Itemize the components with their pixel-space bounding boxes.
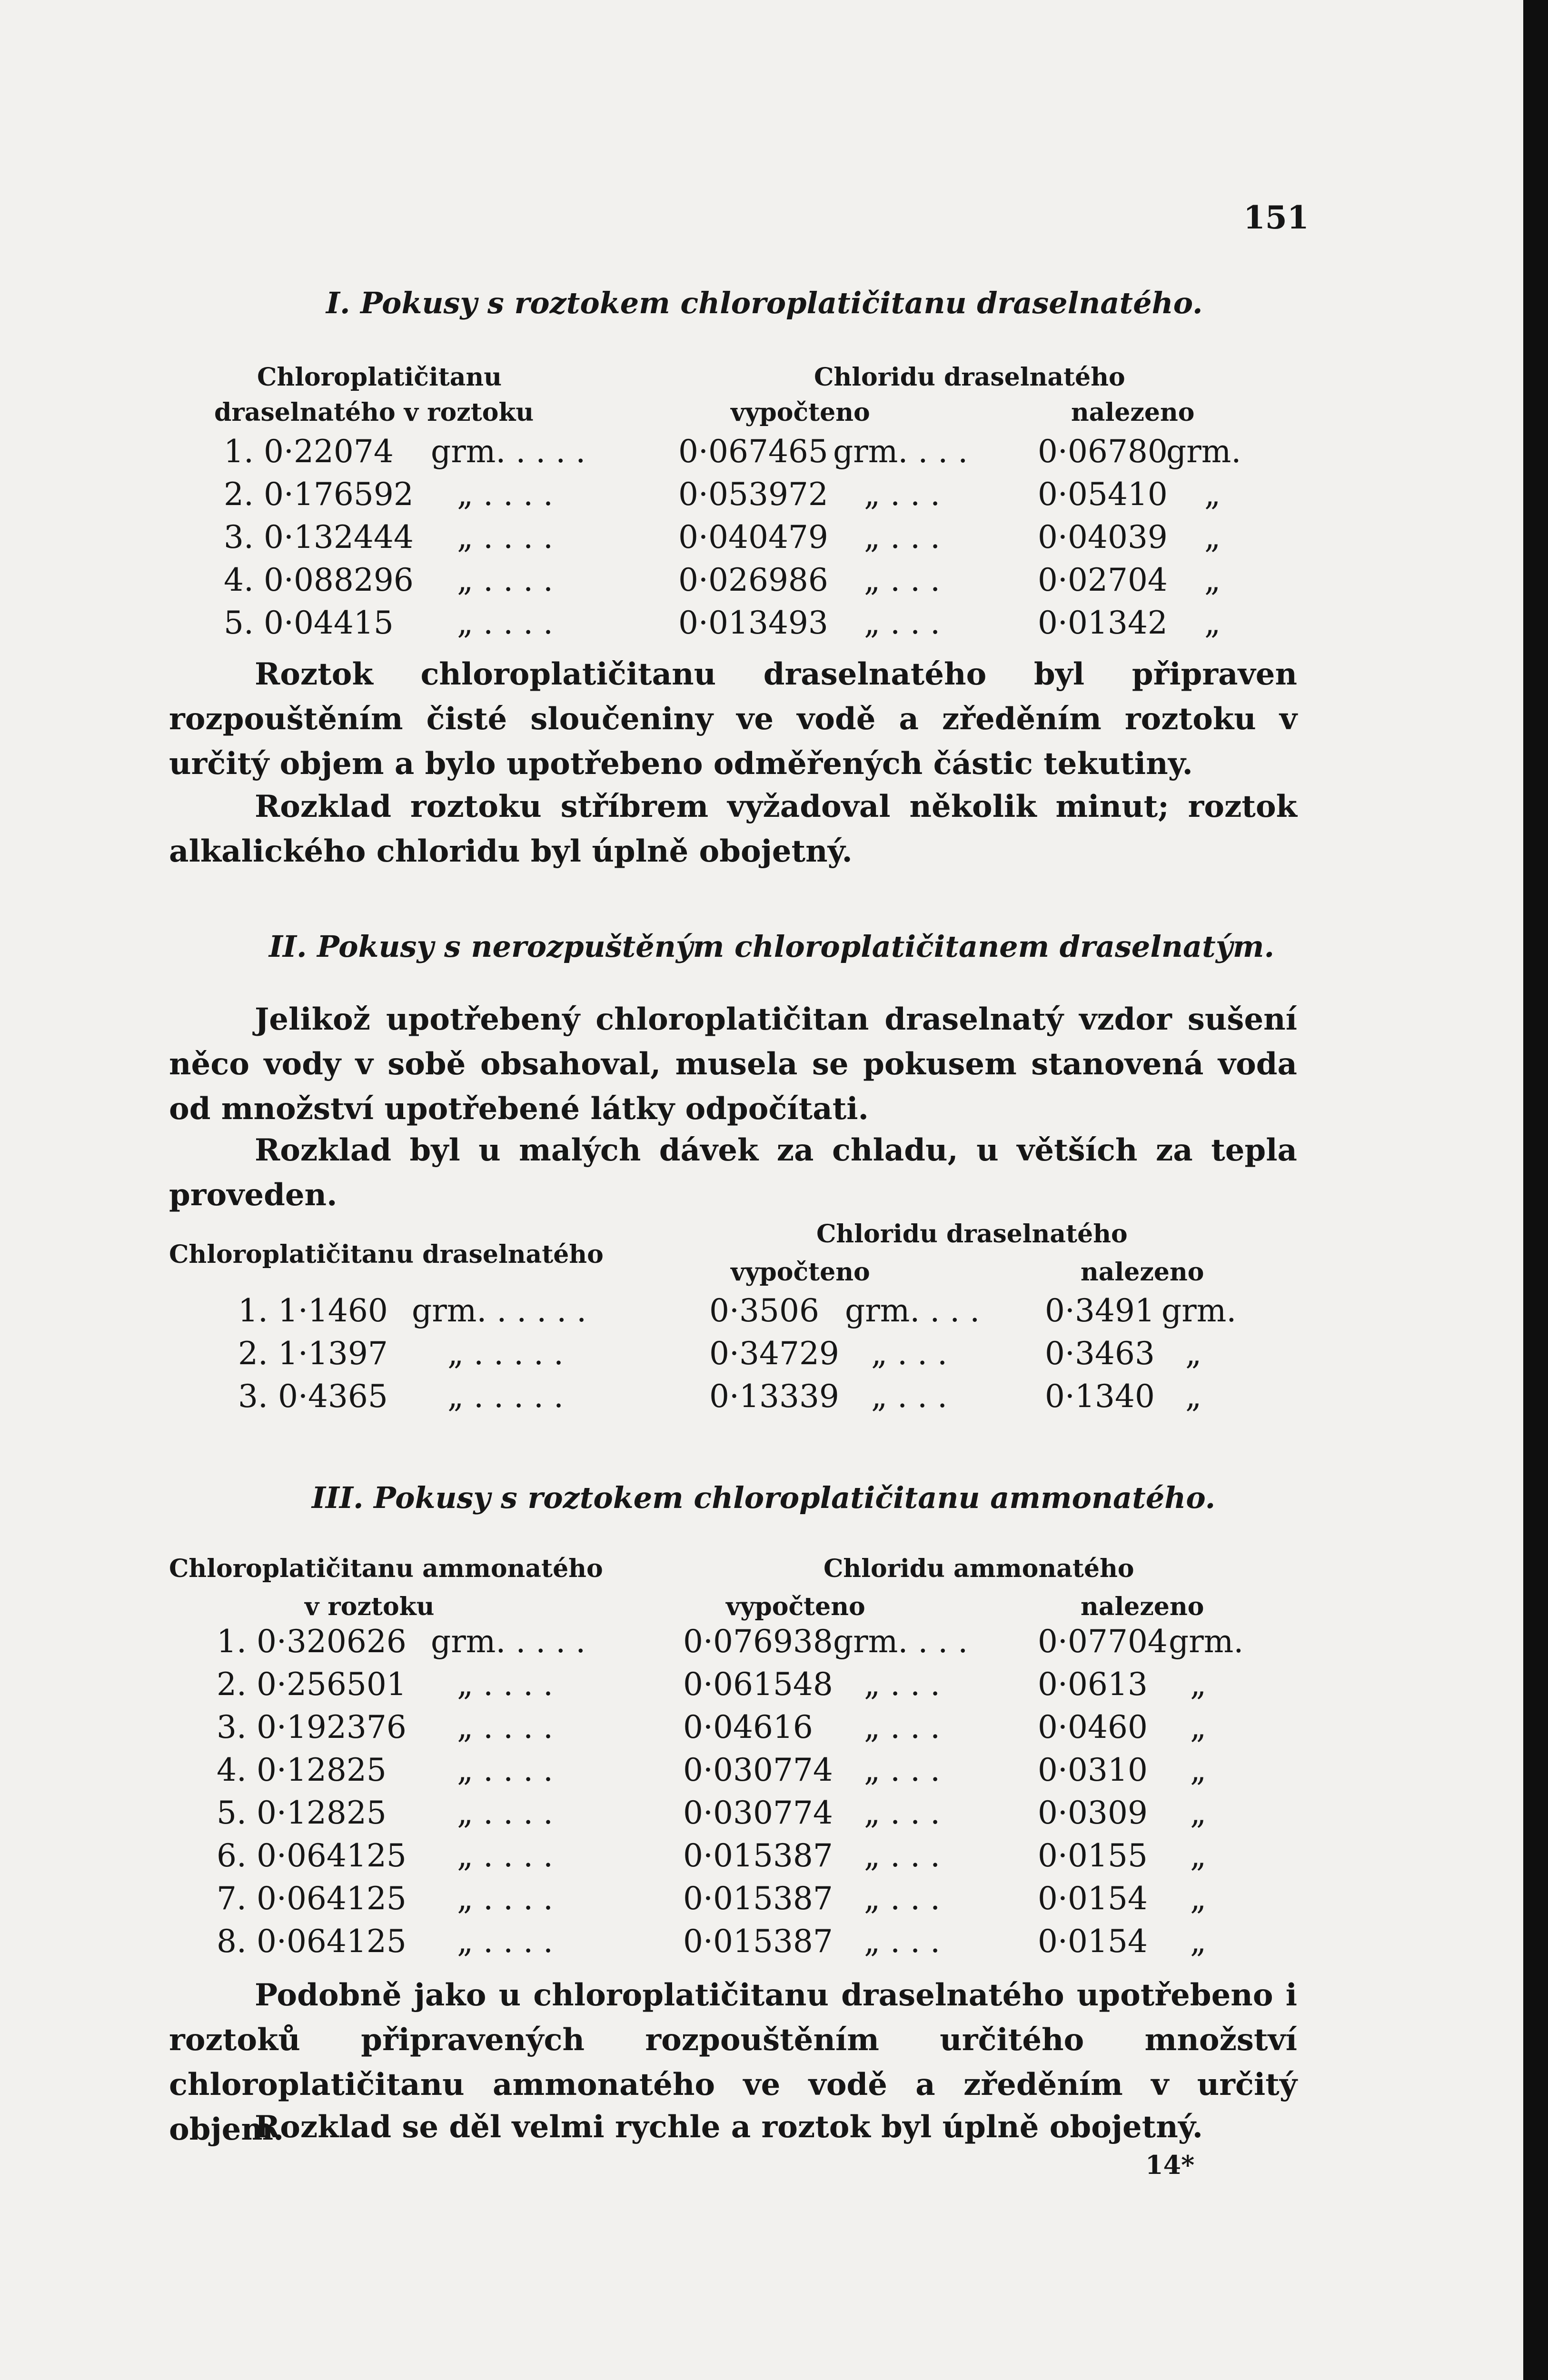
section-1-heading: I. Pokusy s roztokem chloroplatičitanu draselnatého.	[326, 286, 1203, 320]
row-calc: 0·13339	[709, 1378, 839, 1415]
s2-paragraph-1: Jelikož upotřebený chloroplatičitan draselnatý vzdor sušení něco vody v sobě obsahoval, musela se pokusem stanovená voda od množství upotřebené látky odpočítati.	[169, 1002, 1297, 1127]
row-unit: grm. . . . . .	[412, 1292, 587, 1329]
row-unit: „ . . . .	[457, 1709, 554, 1745]
s1-paragraph-2: Rozklad roztoku stříbrem vyžadoval několik minut; roztok alkalického chloridu byl úplně obojetný.	[169, 789, 1297, 869]
row-found: 0·1340	[1045, 1378, 1155, 1415]
row-calc: 0·013493	[678, 605, 828, 641]
row-unit: „ . . . . .	[447, 1335, 564, 1372]
row-unit2: „ . . .	[864, 476, 941, 513]
section-2-heading: II. Pokusy s nerozpuštěným chloroplatičitanem draselnatým.	[269, 929, 1275, 964]
row-unit3: „	[1190, 1752, 1207, 1788]
row-unit: „ . . . .	[457, 1880, 554, 1917]
table-row: 5. 0·12825	[217, 1795, 387, 1831]
table-row: 1. 1·1460	[238, 1292, 388, 1329]
table-row: 3. 0·4365	[238, 1378, 388, 1415]
row-unit: „ . . . .	[457, 1837, 554, 1874]
row-unit3: grm.	[1161, 1292, 1237, 1329]
row-found: 0·01342	[1038, 605, 1168, 641]
row-unit: „ . . . .	[457, 1666, 554, 1703]
row-unit2: „ . . .	[864, 1880, 941, 1917]
row-unit2: grm. . . .	[833, 433, 968, 470]
row-found: 0·0310	[1038, 1752, 1148, 1788]
row-unit2: „ . . .	[864, 519, 941, 555]
row-unit2: grm. . . .	[845, 1292, 980, 1329]
s1-col-calc: vypočteno	[731, 398, 870, 427]
row-found: 0·3463	[1045, 1335, 1155, 1372]
table-row: 6. 0·064125	[217, 1837, 407, 1874]
table-row: 7. 0·064125	[217, 1880, 407, 1917]
row-unit: „ . . . .	[457, 519, 554, 555]
row-calc: 0·015387	[683, 1923, 833, 1960]
row-found: 0·06780	[1038, 433, 1168, 470]
row-unit3: „	[1190, 1709, 1207, 1745]
row-calc: 0·026986	[678, 562, 828, 598]
row-unit3: „	[1190, 1795, 1207, 1831]
row-unit3: „	[1204, 476, 1221, 513]
s3-paragraph-1: Podobně jako u chloroplatičitanu draselnatého upotřebeno i roztoků připravených rozpouštěním určitého množství chloroplatičitanu ammonatého ve vodě a zředěním v určitý objem.	[169, 1977, 1297, 2147]
s1-col-right-1: Chloridu draselnatého	[814, 363, 1125, 392]
table-row: 4. 0·088296	[224, 562, 414, 598]
row-calc: 0·040479	[678, 519, 828, 555]
row-calc: 0·04616	[683, 1709, 813, 1745]
s1-col-left-2: draselnatého v roztoku	[214, 398, 534, 427]
row-found: 0·04039	[1038, 519, 1168, 555]
row-unit2: „ . . .	[864, 605, 941, 641]
row-found: 0·3491	[1045, 1292, 1155, 1329]
row-calc: 0·067465	[678, 433, 828, 470]
row-unit3: „	[1204, 562, 1221, 598]
row-unit3: grm.	[1169, 1623, 1244, 1660]
row-found: 0·0154	[1038, 1880, 1148, 1917]
table-row: 5. 0·04415	[224, 605, 394, 641]
table-row: 2. 1·1397	[238, 1335, 388, 1372]
row-unit2: „ . . .	[864, 1795, 941, 1831]
section-3-heading: III. Pokusy s roztokem chloroplatičitanu ammonatého.	[312, 1480, 1216, 1515]
row-unit2: „ . . .	[864, 1666, 941, 1703]
row-unit: grm. . . . .	[431, 1623, 586, 1660]
row-calc: 0·015387	[683, 1837, 833, 1874]
row-calc: 0·053972	[678, 476, 828, 513]
s2-col-calc: vypočteno	[731, 1258, 870, 1287]
s3-col-right-1: Chloridu ammonatého	[824, 1554, 1134, 1583]
row-calc: 0·076938	[683, 1623, 833, 1660]
row-unit2: „ . . .	[864, 1837, 941, 1874]
s1-col-left-1: Chloroplatičitanu	[257, 363, 502, 392]
row-unit: „ . . . .	[457, 605, 554, 641]
page-number: 151	[1243, 199, 1309, 236]
row-unit3: „	[1190, 1923, 1207, 1960]
row-calc: 0·030774	[683, 1752, 833, 1788]
table-row: 1. 0·22074	[224, 433, 394, 470]
row-unit3: „	[1204, 519, 1221, 555]
row-unit: „ . . . .	[457, 562, 554, 598]
s3-col-found: nalezeno	[1081, 1592, 1204, 1621]
table-row: 4. 0·12825	[217, 1752, 387, 1788]
table-row: 3. 0·192376	[217, 1709, 407, 1745]
row-calc: 0·34729	[709, 1335, 839, 1372]
row-unit2: „ . . .	[871, 1335, 948, 1372]
s2-col-right: Chloridu draselnatého	[816, 1220, 1128, 1249]
s3-col-left-1: Chloroplatičitanu ammonatého	[169, 1554, 603, 1583]
row-unit: „ . . . . .	[447, 1378, 564, 1415]
row-found: 0·0613	[1038, 1666, 1148, 1703]
row-unit: grm. . . . .	[431, 433, 586, 470]
row-unit3: „	[1190, 1880, 1207, 1917]
row-calc: 0·030774	[683, 1795, 833, 1831]
row-unit3: „	[1190, 1666, 1207, 1703]
s2-col-found: nalezeno	[1081, 1258, 1204, 1287]
row-unit: „ . . . .	[457, 1752, 554, 1788]
row-unit2: „ . . .	[864, 562, 941, 598]
s1-col-found: nalezeno	[1071, 398, 1195, 427]
table-row: 2. 0·256501	[217, 1666, 407, 1703]
s1-paragraph-1: Roztok chloroplatičitanu draselnatého byl připraven rozpouštěním čisté sloučeniny ve vodě a zředěním roztoku v určitý objem a bylo upotřebeno odměřených částic tekutiny.	[169, 656, 1297, 782]
table-row: 1. 0·320626	[217, 1623, 407, 1660]
row-found: 0·0155	[1038, 1837, 1148, 1874]
row-unit: „ . . . .	[457, 1923, 554, 1960]
s2-col-left: Chloroplatičitanu draselnatého	[169, 1240, 604, 1269]
row-unit3: „	[1185, 1378, 1202, 1415]
s3-col-left-2: v roztoku	[305, 1592, 435, 1621]
row-found: 0·05410	[1038, 476, 1168, 513]
row-unit: „ . . . .	[457, 476, 554, 513]
row-unit2: grm. . . .	[833, 1623, 968, 1660]
row-calc: 0·061548	[683, 1666, 833, 1703]
table-row: 8. 0·064125	[217, 1923, 407, 1960]
row-unit3: „	[1190, 1837, 1207, 1874]
row-found: 0·07704	[1038, 1623, 1168, 1660]
s2-paragraph-2: Rozklad byl u malých dávek za chladu, u větších za tepla proveden.	[169, 1132, 1297, 1213]
table-row: 2. 0·176592	[224, 476, 414, 513]
s3-paragraph-2: Rozklad se děl velmi rychle a roztok byl úplně obojetný.	[255, 2109, 1203, 2145]
row-unit3: „	[1204, 605, 1221, 641]
row-found: 0·02704	[1038, 562, 1168, 598]
table-row: 3. 0·132444	[224, 519, 414, 555]
row-found: 0·0309	[1038, 1795, 1148, 1831]
s3-col-calc: vypočteno	[726, 1592, 865, 1621]
row-unit2: „ . . .	[864, 1709, 941, 1745]
row-unit2: „ . . .	[864, 1752, 941, 1788]
row-unit3: „	[1185, 1335, 1202, 1372]
row-found: 0·0154	[1038, 1923, 1148, 1960]
row-unit2: „ . . .	[864, 1923, 941, 1960]
row-found: 0·0460	[1038, 1709, 1148, 1745]
row-calc: 0·3506	[709, 1292, 819, 1329]
row-calc: 0·015387	[683, 1880, 833, 1917]
row-unit: „ . . . .	[457, 1795, 554, 1831]
row-unit2: „ . . .	[871, 1378, 948, 1415]
printer-signature: 14*	[1145, 2150, 1195, 2180]
row-unit3: grm.	[1166, 433, 1241, 470]
